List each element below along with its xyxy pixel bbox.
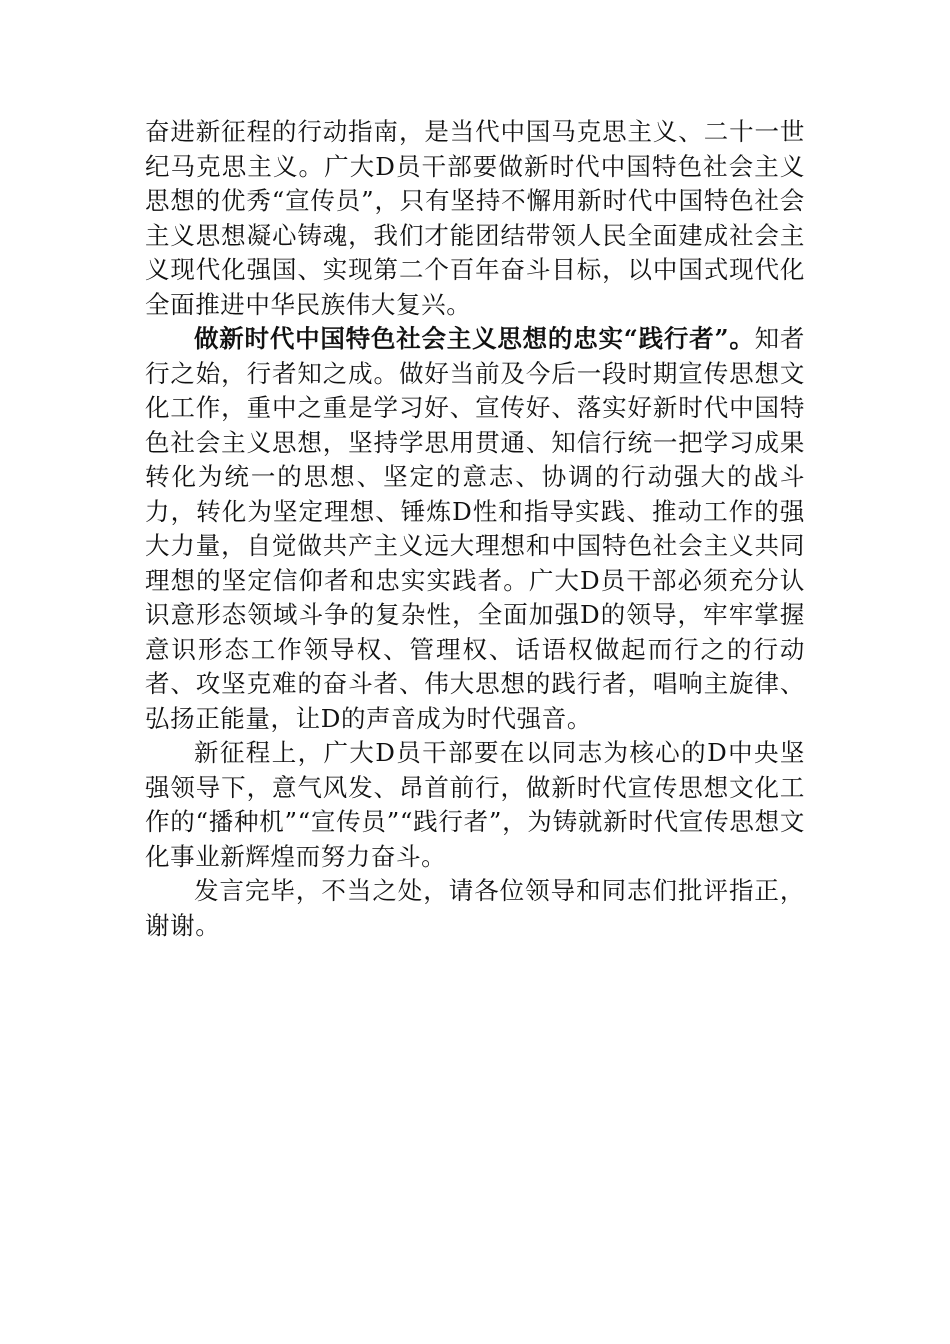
paragraph-2-text: 知者行之始，行者知之成。做好当前及今后一段时期宣传思想文化工作，重中之重是学习好、宣传好、落实好新时代中国特色社会主义思想，坚持学思用贯通、知信行统一把学习成果转化为统一的思想、坚定的意志、协调的行动强大的战斗力，转化为坚定理想、锤炼D性和指导实践、推动工作的强大力量，自觉做共产主义远大理想和中国特色社会主义共同理想的坚定信仰者和忠实实践者。广大D员干部必须充分认识意形态领域斗争的复杂性，全面加强D的领导，牢牢掌握意识形态工作领导权、管理权、话语权做起而行之的行动者、攻坚克难的奋斗者、伟大思想的践行者，唱响主旋律、弘扬正能量，让D的声音成为时代强音。 xyxy=(145,324,806,733)
paragraph-3 xyxy=(145,736,805,874)
paragraph-1 xyxy=(145,115,805,322)
paragraph-4-text: 发言完毕，不当之处，请各位领导和同志们批评指正，谢谢。 xyxy=(145,876,805,940)
paragraph-1-text: 奋进新征程的行动指南，是当代中国马克思主义、二十一世纪马克思主义。广大D员干部要做新时代中国特色社会主义思想的优秀“宣传员”，只有坚持不懈用新时代中国特色社会主义思想凝心铸魂，我们才能团结带领人民全面建成社会主义现代化强国、实现第二个百年奋斗目标，以中国式现代化全面推进中华民族伟大复兴。 xyxy=(145,117,805,319)
document-body xyxy=(145,115,805,943)
paragraph-2 xyxy=(145,322,805,736)
paragraph-2-heading: 做新时代中国特色社会主义思想的忠实“践行者”。 xyxy=(194,324,755,353)
paragraph-4 xyxy=(145,874,805,943)
paragraph-3-text: 新征程上，广大D员干部要在以同志为核心的D中央坚强领导下，意气风发、昂首前行，做新时代宣传思想文化工作的“播种机”“宣传员”“践行者”，为铸就新时代宣传思想文化事业新辉煌而努力奋斗。 xyxy=(145,738,805,871)
